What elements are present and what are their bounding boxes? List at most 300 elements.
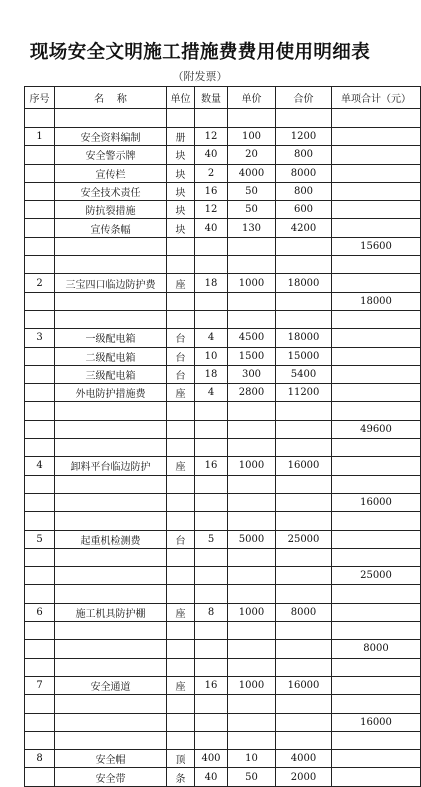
cell-price: 50 — [228, 768, 276, 786]
cell-name — [55, 548, 167, 566]
cell-seq — [25, 310, 55, 328]
cell-amount — [276, 420, 332, 438]
cell-name — [55, 640, 167, 658]
cell-unit — [167, 640, 195, 658]
cell-subtotal — [332, 274, 421, 292]
cell-qty — [195, 310, 228, 328]
cell-price: 4500 — [228, 329, 276, 347]
cell-price — [228, 658, 276, 676]
cell-seq — [25, 182, 55, 200]
cell-qty: 4 — [195, 329, 228, 347]
cell-subtotal — [332, 622, 421, 640]
cell-amount: 8000 — [276, 164, 332, 182]
cell-name — [55, 713, 167, 731]
cell-subtotal — [332, 365, 421, 383]
cell-amount: 600 — [276, 201, 332, 219]
cell-subtotal — [332, 310, 421, 328]
cell-amount: 18000 — [276, 274, 332, 292]
cell-subtotal — [332, 256, 421, 274]
cell-qty: 5 — [195, 530, 228, 548]
cell-price: 1000 — [228, 457, 276, 475]
cell-subtotal: 15600 — [332, 237, 421, 255]
cell-name: 卸料平台临边防护 — [55, 457, 167, 475]
table-header-row — [25, 87, 421, 109]
table-body — [25, 109, 421, 787]
cell-qty: 12 — [195, 128, 228, 146]
cell-unit: 条 — [167, 768, 195, 786]
cost-detail-table — [24, 86, 421, 787]
cell-name: 起重机检测费 — [55, 530, 167, 548]
cell-qty: 16 — [195, 182, 228, 200]
cell-price: 50 — [228, 201, 276, 219]
cell-qty — [195, 658, 228, 676]
cell-seq — [25, 420, 55, 438]
header-subtotal: 单项合计（元） — [332, 87, 421, 109]
table-row — [25, 713, 421, 731]
table-row — [25, 585, 421, 603]
cell-price: 1500 — [228, 347, 276, 365]
cell-qty — [195, 567, 228, 585]
cell-unit — [167, 695, 195, 713]
table-row — [25, 622, 421, 640]
table-row — [25, 548, 421, 566]
cell-seq: 3 — [25, 329, 55, 347]
cell-subtotal — [332, 457, 421, 475]
cell-amount — [276, 109, 332, 128]
cell-price: 130 — [228, 219, 276, 237]
cell-subtotal — [332, 347, 421, 365]
header-unit: 单位 — [167, 87, 195, 109]
cell-amount: 8000 — [276, 603, 332, 621]
cell-name — [55, 658, 167, 676]
cell-amount — [276, 567, 332, 585]
cell-price — [228, 512, 276, 530]
cell-qty — [195, 292, 228, 310]
table-row — [25, 493, 421, 511]
cell-name: 安全通道 — [55, 676, 167, 694]
cell-subtotal — [332, 512, 421, 530]
cell-subtotal — [332, 182, 421, 200]
cell-price — [228, 493, 276, 511]
cell-qty — [195, 640, 228, 658]
cell-qty — [195, 585, 228, 603]
cell-subtotal — [332, 329, 421, 347]
cell-price: 300 — [228, 365, 276, 383]
cell-subtotal — [332, 658, 421, 676]
cell-seq — [25, 585, 55, 603]
cell-price — [228, 622, 276, 640]
cell-subtotal — [332, 128, 421, 146]
cell-name — [55, 731, 167, 749]
cell-unit: 座 — [167, 274, 195, 292]
cell-name: 一级配电箱 — [55, 329, 167, 347]
cell-name: 三级配电箱 — [55, 365, 167, 383]
cell-seq — [25, 658, 55, 676]
cell-amount — [276, 512, 332, 530]
table-row — [25, 768, 421, 786]
cell-unit — [167, 567, 195, 585]
table-row — [25, 475, 421, 493]
cell-name: 宣传条幅 — [55, 219, 167, 237]
cell-price — [228, 731, 276, 749]
cell-name: 安全带 — [55, 768, 167, 786]
cell-amount — [276, 713, 332, 731]
cell-seq — [25, 256, 55, 274]
cell-amount — [276, 310, 332, 328]
cell-unit — [167, 292, 195, 310]
table-row — [25, 164, 421, 182]
table-row — [25, 182, 421, 200]
table-row — [25, 384, 421, 402]
cell-unit — [167, 237, 195, 255]
cell-name: 安全警示牌 — [55, 146, 167, 164]
cell-seq — [25, 402, 55, 420]
cell-price: 20 — [228, 146, 276, 164]
cell-name — [55, 237, 167, 255]
cell-price: 1000 — [228, 676, 276, 694]
table-row — [25, 146, 421, 164]
cell-qty — [195, 548, 228, 566]
table-row — [25, 402, 421, 420]
cell-subtotal — [332, 548, 421, 566]
cell-seq — [25, 622, 55, 640]
cell-price — [228, 548, 276, 566]
cell-subtotal: 25000 — [332, 567, 421, 585]
cell-name: 三宝四口临边防护费 — [55, 274, 167, 292]
cell-qty: 16 — [195, 676, 228, 694]
cell-unit — [167, 585, 195, 603]
cell-qty — [195, 731, 228, 749]
cell-name: 宣传栏 — [55, 164, 167, 182]
cell-seq — [25, 164, 55, 182]
cell-unit: 册 — [167, 128, 195, 146]
cell-unit: 块 — [167, 219, 195, 237]
cell-name — [55, 420, 167, 438]
cell-unit — [167, 475, 195, 493]
cell-qty — [195, 695, 228, 713]
table-row — [25, 658, 421, 676]
cell-price: 5000 — [228, 530, 276, 548]
cell-name — [55, 493, 167, 511]
cell-unit: 台 — [167, 329, 195, 347]
table-row — [25, 128, 421, 146]
cell-qty: 2 — [195, 164, 228, 182]
cell-amount: 11200 — [276, 384, 332, 402]
cell-seq — [25, 731, 55, 749]
cell-amount: 4200 — [276, 219, 332, 237]
table-row — [25, 310, 421, 328]
cell-price: 1000 — [228, 274, 276, 292]
table-row — [25, 439, 421, 457]
cell-name: 安全技术责任 — [55, 182, 167, 200]
cell-subtotal — [332, 676, 421, 694]
cell-amount — [276, 585, 332, 603]
cell-subtotal — [332, 146, 421, 164]
cell-unit — [167, 439, 195, 457]
table-row — [25, 329, 421, 347]
table-row — [25, 457, 421, 475]
cell-subtotal — [332, 731, 421, 749]
cell-price — [228, 713, 276, 731]
cell-subtotal — [332, 585, 421, 603]
cell-amount — [276, 475, 332, 493]
cell-qty — [195, 713, 228, 731]
cell-seq: 6 — [25, 603, 55, 621]
cell-seq — [25, 384, 55, 402]
cell-seq — [25, 512, 55, 530]
cell-seq — [25, 439, 55, 457]
table-row — [25, 750, 421, 768]
cell-seq — [25, 347, 55, 365]
cell-price — [228, 292, 276, 310]
cell-unit — [167, 548, 195, 566]
cell-subtotal — [332, 219, 421, 237]
cell-qty: 16 — [195, 457, 228, 475]
cell-price — [228, 256, 276, 274]
cell-seq — [25, 475, 55, 493]
cell-price — [228, 420, 276, 438]
cell-qty — [195, 475, 228, 493]
cell-subtotal — [332, 109, 421, 128]
cell-unit: 台 — [167, 365, 195, 383]
table-row — [25, 274, 421, 292]
header-name: 名 称 — [55, 87, 167, 109]
cell-price — [228, 237, 276, 255]
cell-name — [55, 512, 167, 530]
cell-unit: 座 — [167, 457, 195, 475]
cell-seq — [25, 548, 55, 566]
cell-amount — [276, 292, 332, 310]
cell-seq — [25, 713, 55, 731]
cell-amount — [276, 237, 332, 255]
cell-amount — [276, 256, 332, 274]
cell-seq — [25, 292, 55, 310]
table-row — [25, 109, 421, 128]
table-row — [25, 530, 421, 548]
cell-seq — [25, 567, 55, 585]
table-row — [25, 731, 421, 749]
cell-name: 外电防护措施费 — [55, 384, 167, 402]
cell-unit — [167, 493, 195, 511]
table-row — [25, 256, 421, 274]
cell-amount — [276, 493, 332, 511]
cell-seq — [25, 493, 55, 511]
table-row — [25, 676, 421, 694]
cell-seq — [25, 237, 55, 255]
cell-seq: 1 — [25, 128, 55, 146]
table-row — [25, 201, 421, 219]
cell-qty: 40 — [195, 768, 228, 786]
cell-price: 4000 — [228, 164, 276, 182]
cell-subtotal: 16000 — [332, 713, 421, 731]
cell-unit — [167, 713, 195, 731]
cell-amount: 800 — [276, 146, 332, 164]
cell-name: 安全帽 — [55, 750, 167, 768]
cell-name — [55, 402, 167, 420]
cell-price — [228, 402, 276, 420]
cell-price — [228, 475, 276, 493]
cell-unit — [167, 420, 195, 438]
cell-seq — [25, 109, 55, 128]
cell-unit: 台 — [167, 530, 195, 548]
cell-unit: 块 — [167, 146, 195, 164]
table-row — [25, 365, 421, 383]
cell-qty — [195, 622, 228, 640]
cell-qty — [195, 237, 228, 255]
cell-unit — [167, 109, 195, 128]
cell-unit — [167, 512, 195, 530]
cell-subtotal: 8000 — [332, 640, 421, 658]
table-row — [25, 695, 421, 713]
cell-seq: 2 — [25, 274, 55, 292]
cell-subtotal — [332, 530, 421, 548]
cell-amount: 800 — [276, 182, 332, 200]
cell-seq: 8 — [25, 750, 55, 768]
cell-qty — [195, 256, 228, 274]
header-qty: 数量 — [195, 87, 228, 109]
cell-qty: 400 — [195, 750, 228, 768]
cell-price — [228, 640, 276, 658]
cell-amount: 5400 — [276, 365, 332, 383]
cell-name — [55, 292, 167, 310]
cell-subtotal — [332, 402, 421, 420]
cell-qty: 18 — [195, 274, 228, 292]
cell-name — [55, 475, 167, 493]
cell-qty — [195, 420, 228, 438]
cell-amount: 16000 — [276, 676, 332, 694]
cell-name: 二级配电箱 — [55, 347, 167, 365]
cell-seq — [25, 768, 55, 786]
cell-name — [55, 585, 167, 603]
cell-amount — [276, 695, 332, 713]
cell-unit — [167, 731, 195, 749]
cell-seq — [25, 219, 55, 237]
cell-unit — [167, 622, 195, 640]
cell-unit: 块 — [167, 164, 195, 182]
cell-name: 安全资料编制 — [55, 128, 167, 146]
cell-qty: 40 — [195, 146, 228, 164]
table-row — [25, 237, 421, 255]
cell-name — [55, 256, 167, 274]
cell-subtotal — [332, 695, 421, 713]
header-seq: 序号 — [25, 87, 55, 109]
cell-amount — [276, 658, 332, 676]
cell-price — [228, 585, 276, 603]
table-row — [25, 347, 421, 365]
cell-qty — [195, 402, 228, 420]
cell-name — [55, 109, 167, 128]
cell-qty: 4 — [195, 384, 228, 402]
cell-name — [55, 622, 167, 640]
cell-name — [55, 439, 167, 457]
cell-subtotal — [332, 164, 421, 182]
cell-amount: 18000 — [276, 329, 332, 347]
cell-qty: 40 — [195, 219, 228, 237]
cell-amount: 15000 — [276, 347, 332, 365]
cell-price: 1000 — [228, 603, 276, 621]
cell-amount — [276, 402, 332, 420]
cell-amount: 4000 — [276, 750, 332, 768]
cell-amount: 16000 — [276, 457, 332, 475]
cell-amount — [276, 640, 332, 658]
cell-amount — [276, 731, 332, 749]
cell-price — [228, 439, 276, 457]
cell-price: 10 — [228, 750, 276, 768]
cell-amount: 25000 — [276, 530, 332, 548]
cell-unit: 块 — [167, 182, 195, 200]
document-title: 现场安全文明施工措施费费用使用明细表 — [29, 42, 371, 63]
cell-subtotal — [332, 439, 421, 457]
cell-seq — [25, 146, 55, 164]
table-row — [25, 292, 421, 310]
cell-amount: 2000 — [276, 768, 332, 786]
cell-unit: 块 — [167, 201, 195, 219]
cell-subtotal — [332, 201, 421, 219]
table-row — [25, 603, 421, 621]
cell-subtotal: 18000 — [332, 292, 421, 310]
header-amount: 合价 — [276, 87, 332, 109]
cell-unit — [167, 402, 195, 420]
cell-qty: 12 — [195, 201, 228, 219]
table-row — [25, 567, 421, 585]
cell-qty — [195, 439, 228, 457]
cell-unit — [167, 658, 195, 676]
cell-unit — [167, 310, 195, 328]
cell-qty — [195, 512, 228, 530]
cell-price — [228, 567, 276, 585]
table-row — [25, 420, 421, 438]
cell-qty: 18 — [195, 365, 228, 383]
cell-seq: 5 — [25, 530, 55, 548]
cell-qty — [195, 109, 228, 128]
cell-unit: 顶 — [167, 750, 195, 768]
cell-name: 施工机具防护棚 — [55, 603, 167, 621]
cell-seq: 4 — [25, 457, 55, 475]
cell-seq — [25, 201, 55, 219]
cell-subtotal — [332, 384, 421, 402]
cell-subtotal — [332, 750, 421, 768]
cell-seq — [25, 365, 55, 383]
cell-seq: 7 — [25, 676, 55, 694]
cell-qty: 10 — [195, 347, 228, 365]
cell-seq — [25, 695, 55, 713]
cell-unit — [167, 256, 195, 274]
cell-unit: 座 — [167, 676, 195, 694]
cell-name: 防抗裂措施 — [55, 201, 167, 219]
cell-name — [55, 695, 167, 713]
cell-price: 2800 — [228, 384, 276, 402]
cell-unit: 台 — [167, 347, 195, 365]
cell-subtotal: 49600 — [332, 420, 421, 438]
cell-subtotal — [332, 603, 421, 621]
cell-unit: 座 — [167, 603, 195, 621]
cell-name — [55, 567, 167, 585]
cell-price — [228, 695, 276, 713]
cell-subtotal — [332, 475, 421, 493]
cell-subtotal: 16000 — [332, 493, 421, 511]
cell-price — [228, 109, 276, 128]
document-subtitle: （附发票） — [172, 70, 228, 83]
cell-unit: 座 — [167, 384, 195, 402]
cell-price — [228, 310, 276, 328]
cell-subtotal — [332, 768, 421, 786]
table-row — [25, 512, 421, 530]
cell-name — [55, 310, 167, 328]
table-row — [25, 640, 421, 658]
cell-price: 50 — [228, 182, 276, 200]
cell-amount — [276, 548, 332, 566]
cell-amount: 1200 — [276, 128, 332, 146]
